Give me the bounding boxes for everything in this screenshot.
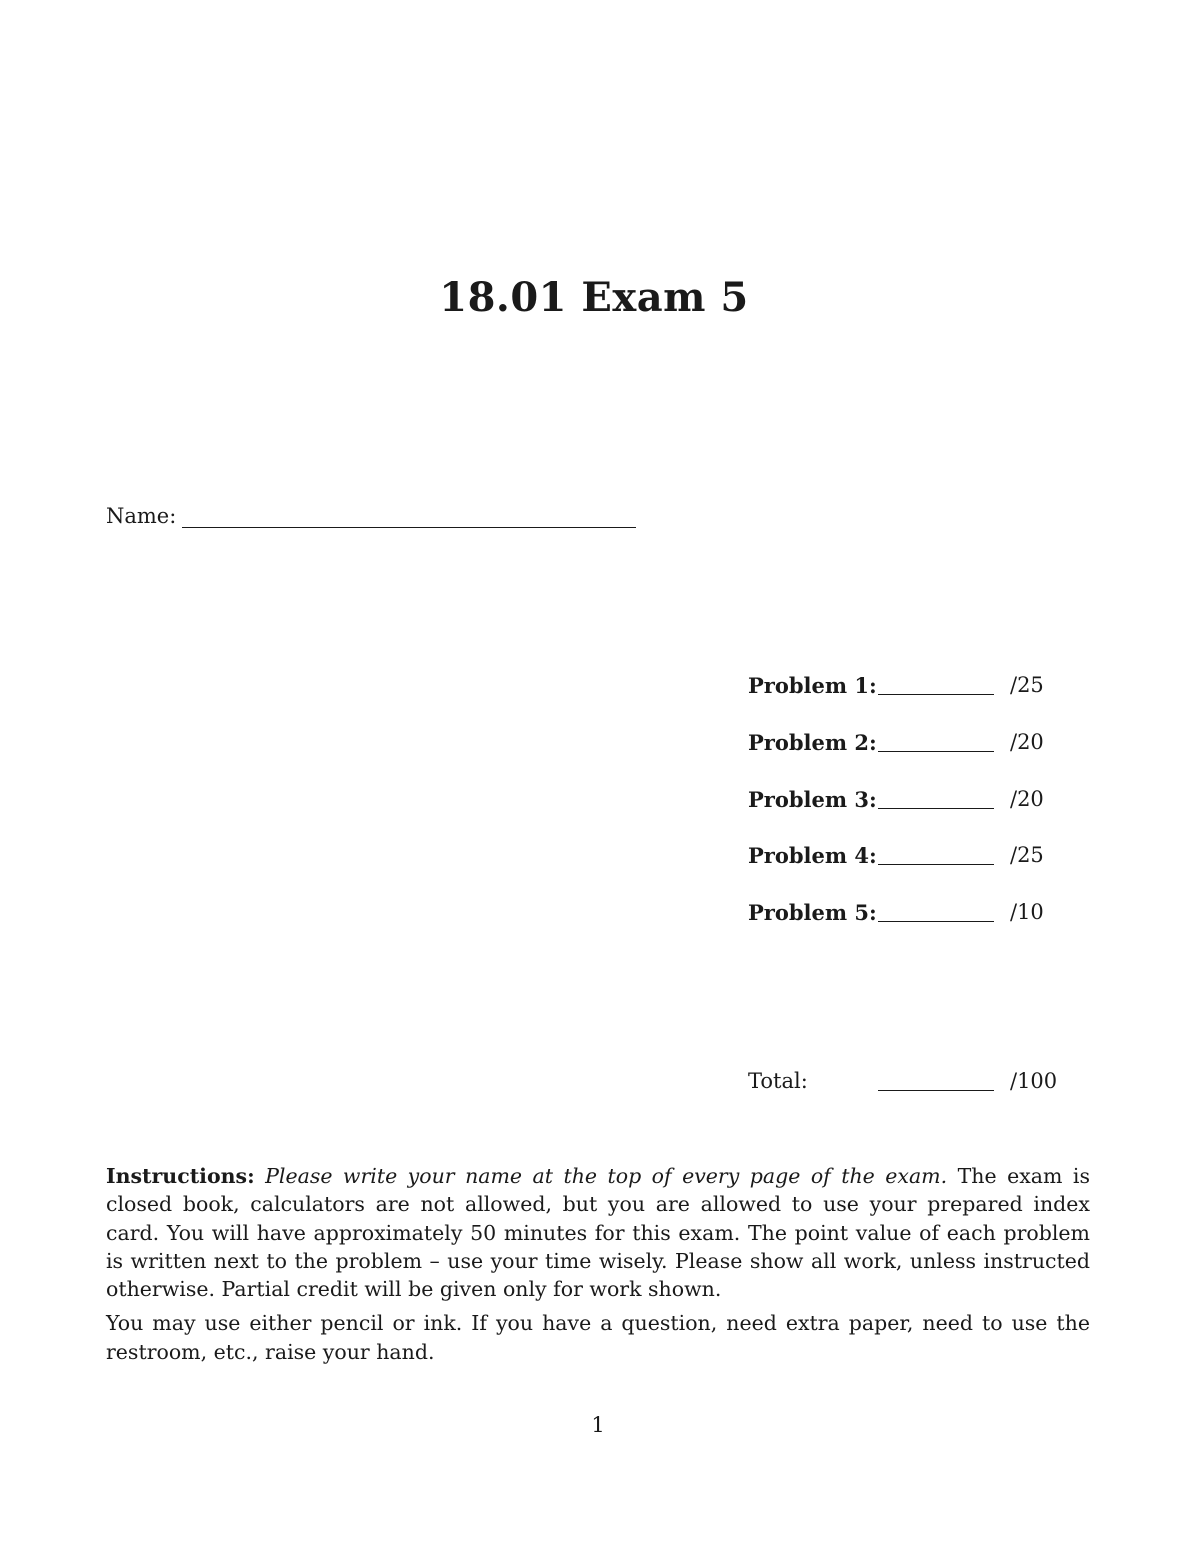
score-label: Problem 3: <box>748 787 877 812</box>
score-label: Problem 4: <box>748 843 877 868</box>
score-blank-line[interactable] <box>878 843 994 865</box>
score-max-points: /25 <box>1010 843 1044 867</box>
score-row-problem-1 <box>748 673 1148 701</box>
score-max-points: /10 <box>1010 900 1044 924</box>
total-blank-line[interactable] <box>878 1069 994 1091</box>
score-row-problem-2 <box>748 730 1148 758</box>
instructions-heading: Instructions: <box>106 1164 255 1188</box>
instructions-paragraph-2: You may use either pencil or ink. If you have a question, need extra paper, need to use the restroom, etc., raise your hand. <box>106 1311 1090 1364</box>
score-max-points: /20 <box>1010 787 1044 811</box>
score-row-problem-5 <box>748 900 1148 928</box>
name-field <box>106 504 636 528</box>
score-row-problem-4 <box>748 843 1148 871</box>
instructions-block <box>106 1162 1090 1372</box>
score-row-problem-3 <box>748 787 1148 815</box>
page-number: 1 <box>591 1413 605 1437</box>
instructions-italic-text: Please write your name at the top of every page of the exam. <box>265 1164 948 1188</box>
score-blank-line[interactable] <box>878 787 994 809</box>
score-label: Problem 1: <box>748 673 877 698</box>
name-blank-line[interactable] <box>182 507 636 528</box>
score-blank-line[interactable] <box>878 730 994 752</box>
score-blank-line[interactable] <box>878 673 994 695</box>
exam-title: 18.01 Exam 5 <box>439 274 749 321</box>
instructions-paragraph <box>106 1162 1090 1303</box>
name-label: Name: <box>106 504 177 528</box>
score-label: Problem 2: <box>748 730 877 755</box>
score-label: Problem 5: <box>748 900 877 925</box>
instructions-text: The exam is closed book, calculators are not allowed, but you are allowed to use your prepared index card. You will have approximately 50 minutes for this exam. The point value of each problem is written next to the problem – use your time wisely. Please show all work, unless instructed otherwise. Partial credit will be given only for work shown. <box>106 1164 1090 1302</box>
total-label: Total: <box>748 1069 808 1093</box>
score-max-points: /20 <box>1010 730 1044 754</box>
total-max-points: /100 <box>1010 1069 1058 1093</box>
score-max-points: /25 <box>1010 673 1044 697</box>
score-blank-line[interactable] <box>878 900 994 922</box>
score-row-total <box>748 1069 1148 1097</box>
